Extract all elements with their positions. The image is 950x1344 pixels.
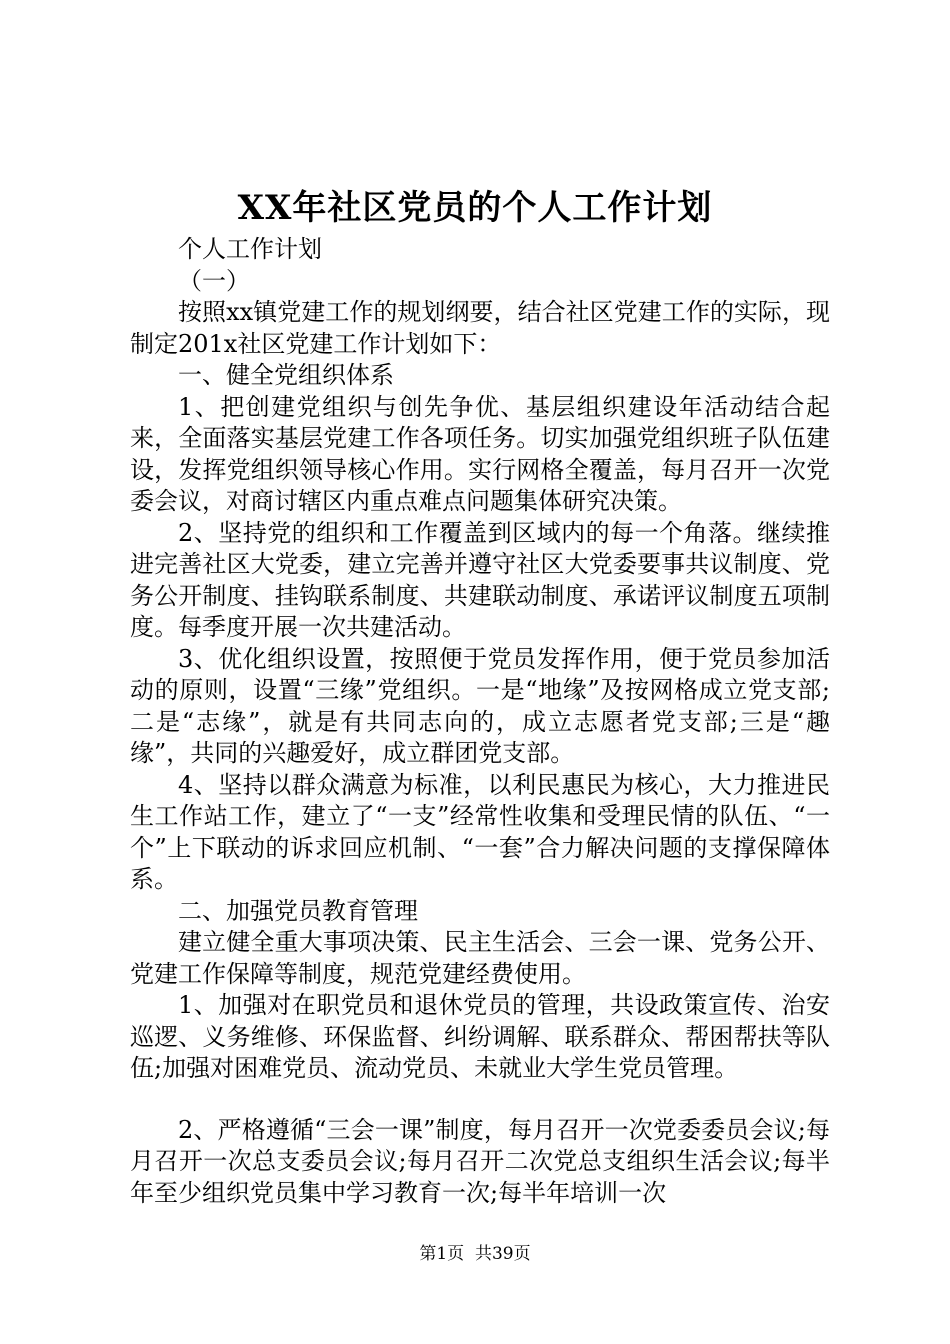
paragraph-heading-1: 一、健全党组织体系 xyxy=(178,361,394,389)
paragraph-item: 2、严格遵循“三会一课”制度，每月召开一次党委委员会议;每月召开一次总支委员会议;每月召开二次党总支组织生活会议;每半年至少组织党员集中学习教育一次;每半年培训一次 xyxy=(130,1115,830,1207)
paragraph-item: 4、坚持以群众满意为标准，以利民惠民为核心，大力推进民生工作站工作，建立了“一支”经常性收集和受理民情的队伍、“一个”上下联动的诉求回应机制、“一套”合力解决问题的支撑保障体系。 xyxy=(130,770,830,893)
paragraph-intro: 按照xx镇党建工作的规划纲要，结合社区党建工作的实际，现制定201x社区党建工作计划如下： xyxy=(130,298,830,358)
paragraph-item: 1、把创建党组织与创先争优、基层组织建设年活动结合起来，全面落实基层党建工作各项任务。切实加强党组织班子队伍建设，发挥党组织领导核心作用。实行网格全覆盖，每月召开一次党委会议，对商讨辖区内重点难点问题集体研究决策。 xyxy=(130,392,830,515)
page-number-footer: 第1页 共39页 xyxy=(419,1244,531,1264)
paragraph-item: 3、优化组织设置，按照便于党员发挥作用，便于党员参加活动的原则，设置“三缘”党组织。一是“地缘”及按网格成立党支部;二是“志缘”，就是有共同志向的，成立志愿者党支部;三是“趣缘”，共同的兴趣爱好，成立群团党支部。 xyxy=(130,644,830,767)
paragraph-heading-2: 二、加强党员教育管理 xyxy=(178,896,418,925)
paragraph-subtitle: 个人工作计划 xyxy=(178,235,322,263)
paragraph-section-number: （一） xyxy=(178,266,250,295)
paragraph-item: 建立健全重大事项决策、民主生活会、三会一课、党务公开、党建工作保障等制度，规范党建经费使用。 xyxy=(130,928,830,988)
paragraph-item: 2、坚持党的组织和工作覆盖到区域内的每一个角落。继续推进完善社区大党委，建立完善并遵守社区大党委要事共议制度、党务公开制度、挂钩联系制度、共建联动制度、承诺评议制度五项制度。每季度开展一次共建活动。 xyxy=(130,518,830,641)
document-title: XX年社区党员的个人工作计划 xyxy=(237,188,713,228)
paragraph-item: 1、加强对在职党员和退休党员的管理，共设政策宣传、治安巡逻、义务维修、环保监督、纠纷调解、联系群众、帮困帮扶等队伍;加强对困难党员、流动党员、未就业大学生党员管理。 xyxy=(130,991,830,1082)
document-body xyxy=(130,234,830,1209)
